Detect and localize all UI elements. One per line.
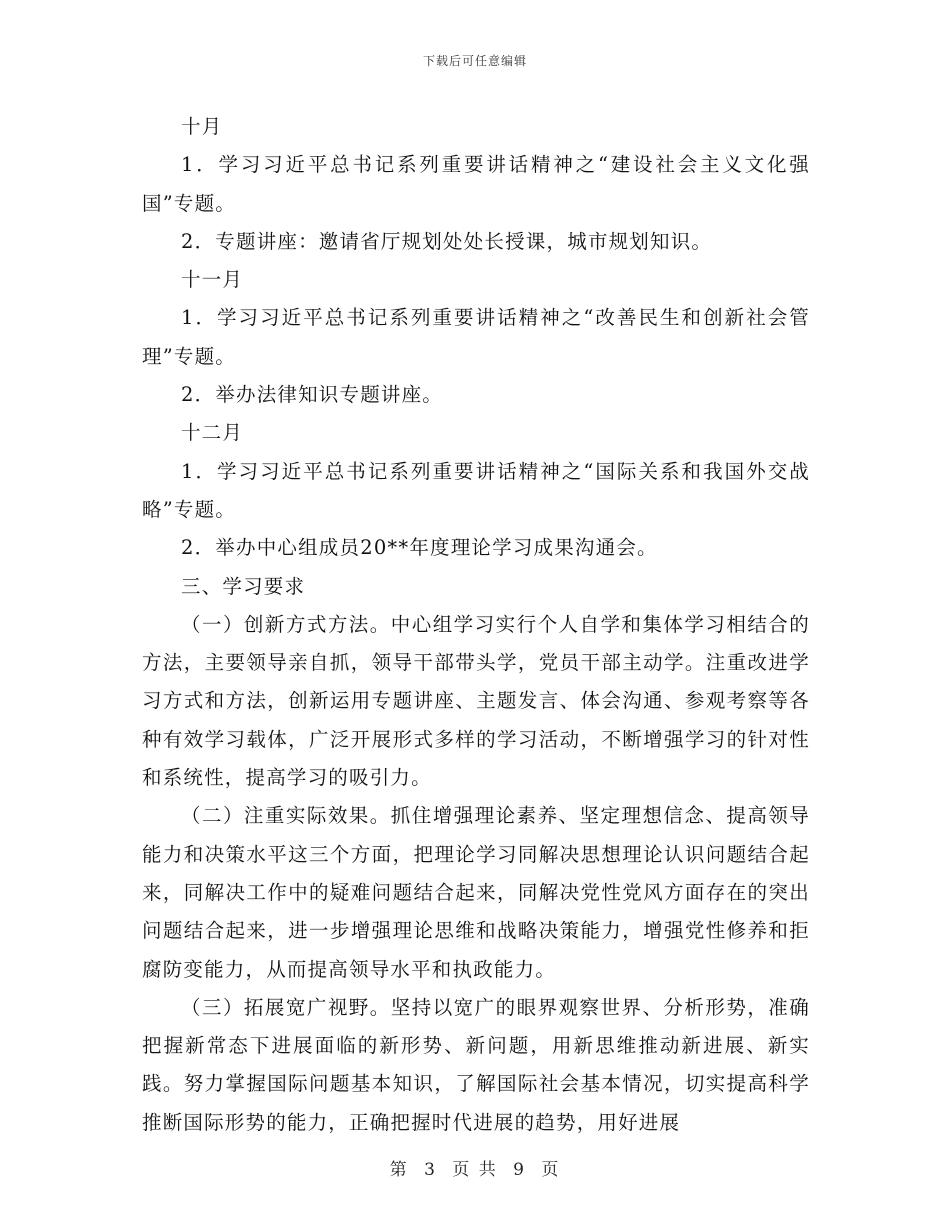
paragraph: （一）创新方式方法。中心组学习实行个人自学和集体学习相结合的方法，主要领导亲自抓，领导干部带头学，党员干部主动学。注重改进学习方式和方法，创新运用专题讲座、主题发言、体会沟通、参观考察等各种有效学习载体，广泛开展形式多样的学习活动，不断增强学习的针对性和系统性，提高学习的吸引力。 bbox=[142, 612, 810, 790]
paragraph: （三）拓展宽广视野。坚持以宽广的眼界观察世界、分析形势，准确把握新常态下进展面临的新形势、新问题，用新思维推动新进展、新实践。努力掌握国际问题基本知识，了解国际社会基本情况，切实提高科学推断国际形势的能力，正确把握时代进展的趋势，用好进展 bbox=[142, 995, 810, 1134]
document-body bbox=[142, 108, 810, 1142]
paragraph: 2．举办法律知识专题讲座。 bbox=[181, 383, 444, 407]
paragraph: 1．学习习近平总书记系列重要讲话精神之“建设社会主义文化强国”专题。 bbox=[142, 153, 810, 215]
paragraph-december-heading: 十二月 bbox=[181, 421, 244, 445]
page-header bbox=[0, 52, 950, 69]
footer-prefix: 第 bbox=[389, 1160, 409, 1180]
footer-suffix: 页 bbox=[541, 1160, 561, 1180]
paragraph: （二）注重实际效果。抓住增强理论素养、坚定理想信念、提高领导能力和决策水平这三个方面，把理论学习同解决思想理论认识问题结合起来，同解决工作中的疑难问题结合起来，同解决党性党风方面存在的突出问题结合起来，进一步增强理论思维和战略决策能力，增强党性修养和拒腐防变能力，从而提高领导水平和执政能力。 bbox=[142, 804, 810, 981]
paragraph: 2．专题讲座：邀请省厅规划处处长授课，城市规划知识。 bbox=[181, 229, 713, 253]
section-heading: 三、学习要求 bbox=[181, 574, 306, 598]
paragraph-october-heading: 十月 bbox=[181, 115, 223, 138]
paragraph-november-heading: 十一月 bbox=[181, 268, 244, 292]
page-number: 3 bbox=[424, 1160, 437, 1180]
paragraph: 2．举办中心组成员20**年度理论学习成果沟通会。 bbox=[181, 536, 658, 560]
paragraph: 1．学习习近平总书记系列重要讲话精神之“改善民生和创新社会管理”专题。 bbox=[142, 306, 810, 368]
footer-middle: 页 共 bbox=[452, 1160, 498, 1180]
header-text: 下载后可任意编辑 bbox=[422, 54, 527, 68]
paragraph: 1．学习习近平总书记系列重要讲话精神之“国际关系和我国外交战略”专题。 bbox=[142, 459, 810, 521]
total-pages: 9 bbox=[513, 1160, 526, 1180]
page-footer bbox=[0, 1155, 950, 1180]
